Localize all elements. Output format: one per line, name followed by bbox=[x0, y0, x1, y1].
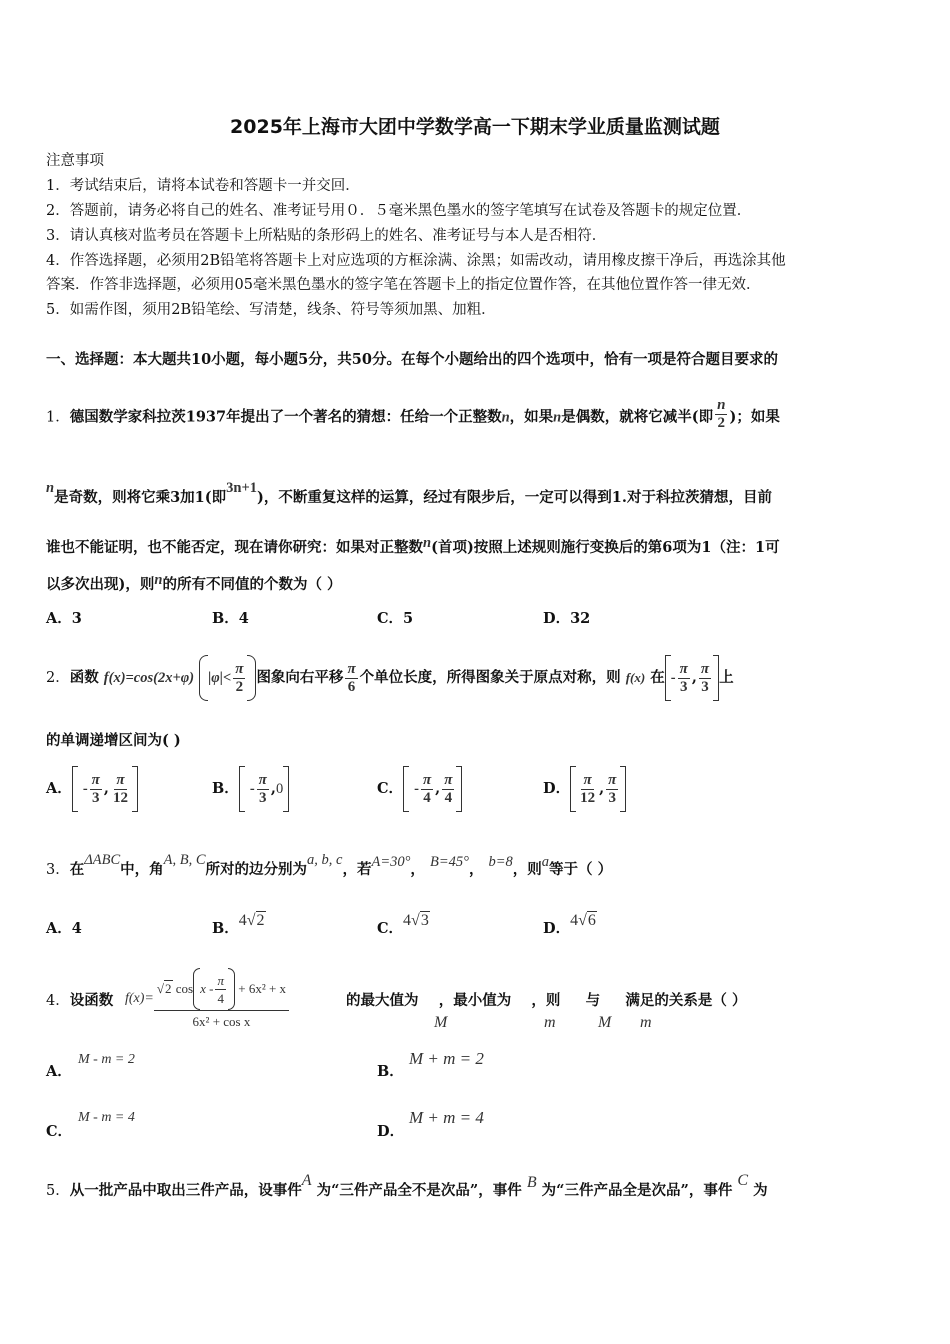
notice-item: 3．请认真核对监考员在答题卡上所粘贴的条形码上的姓名、准考证号与本人是否相符． bbox=[46, 228, 607, 244]
q4-option-d[interactable]: D． bbox=[377, 1123, 405, 1140]
q2-line1: 2．函数 f(x)=cos(2x+φ) |φ|< $\frac{\pi}{2}$ 图象向右平移 $\frac{\pi}{6}$ 个单位长度，所得图象关于原点对称，则 f(x) 在 - $\frac{\pi}{3}$ , $\frac{\pi}{3}$ 上 bbox=[46, 655, 734, 701]
q1-line2: n是奇数，则将它乘3加1(即3n+1)，不断重复这样的运算，经过有限步后，一定可以得到1.对于科拉茨猜想，目前 bbox=[46, 480, 772, 506]
q4-var-m: m bbox=[544, 1014, 556, 1031]
q3-option-d[interactable]: D．4√6 bbox=[543, 912, 596, 937]
q2-option-d[interactable]: D． $\frac{\pi}{12}$ , $\frac{\pi}{3}$ bbox=[543, 766, 626, 812]
section-heading: 一、选择题：本大题共10小题，每小题5分，共50分。在每个小题给出的四个选项中，恰有一项是符合题目要求的 bbox=[46, 351, 778, 368]
q1-option-b[interactable]: B．4 bbox=[212, 610, 249, 627]
q1-line3: 谁也不能证明，也不能否定，现在请你研究：如果对正整数n(首项)按照上述规则施行变换后的第6项为1（注：1可 bbox=[46, 535, 780, 556]
q4-var-M: M bbox=[598, 1014, 612, 1031]
q4-option-a-expr: M - m = 2 bbox=[78, 1052, 135, 1067]
q4-option-d-expr: M + m = 4 bbox=[409, 1108, 484, 1127]
q3-line1: 3．在ΔABC中，角A, B, C所对的边分别为a, b, c，若A=30°， B=45°， b=8，则a等于（ ） bbox=[46, 852, 613, 878]
q5-line1: 5．从一批产品中取出三件产品，设事件A 为“三件产品全不是次品”，事件 B 为“三件产品全是次品”，事件 C 为 bbox=[46, 1172, 768, 1199]
q2-option-a[interactable]: A． - $\frac{\pi}{3}$ , $\frac{\pi}{12}$ bbox=[46, 766, 138, 812]
notice-item: 4．作答选择题，必须用2B铅笔将答题卡上对应选项的方框涂满、涂黑；如需改动，请用橡皮擦干净后，再选涂其他 bbox=[46, 253, 786, 269]
q4-option-c-expr: M - m = 4 bbox=[78, 1110, 135, 1125]
notice-item: 2．答题前，请务必将自己的姓名、准考证号用０．５毫米黑色墨水的签字笔填写在试卷及答题卡的规定位置． bbox=[46, 203, 752, 219]
q3-option-c[interactable]: C．4√3 bbox=[377, 912, 429, 937]
q3-option-a[interactable]: A．4 bbox=[46, 920, 82, 937]
q4-var-m: m bbox=[640, 1014, 652, 1031]
notice-item: 5．如需作图，须用2B铅笔绘、写清楚，线条、符号等须加黑、加粗． bbox=[46, 302, 496, 318]
q4-option-b-expr: M + m = 2 bbox=[409, 1049, 484, 1068]
q1-line4: 以多次出现)，则n的所有不同值的个数为（ ） bbox=[46, 572, 342, 593]
notice-heading: 注意事项 bbox=[46, 153, 104, 169]
q4-line1-tail: 的最大值为 ，最小值为 ，则 与 满足的关系是（ ） bbox=[346, 992, 747, 1009]
q4-line1: 4．设函数 bbox=[46, 992, 114, 1009]
q3-option-b[interactable]: B．4√2 bbox=[212, 912, 265, 937]
q1-option-c[interactable]: C．5 bbox=[377, 610, 414, 627]
q2-option-c[interactable]: C． - $\frac{\pi}{4}$ , $\frac{\pi}{4}$ bbox=[377, 766, 462, 812]
notice-item: 1．考试结束后，请将本试卷和答题卡一并交回． bbox=[46, 178, 360, 194]
q4-option-c[interactable]: C． bbox=[46, 1123, 73, 1140]
q4-function: f(x)= √2 cos x - $\frac{\pi}{4}$ + 6x² + x 6x² + cos x bbox=[125, 968, 289, 1030]
q2-option-b[interactable]: B． - $\frac{\pi}{3}$ ,0 bbox=[212, 766, 289, 812]
q1-option-a[interactable]: A．3 bbox=[46, 610, 82, 627]
q1-line1: 1．德国数学家科拉茨1937年提出了一个著名的猜想：任给一个正整数n，如果n是偶数，就将它减半(即 $\frac{n}{2}$ )；如果 bbox=[46, 397, 780, 431]
notice-item: 答案．作答非选择题，必须用05毫米黑色墨水的签字笔在答题卡上的指定位置作答，在其他位置作答一律无效． bbox=[46, 277, 761, 293]
q4-option-a[interactable]: A． bbox=[46, 1063, 72, 1080]
q1-option-d[interactable]: D．32 bbox=[543, 610, 591, 627]
q4-option-b[interactable]: B． bbox=[377, 1063, 404, 1080]
q2-line2: 的单调递增区间为( ) bbox=[46, 732, 181, 749]
page-title: 2025年上海市大团中学数学高一下期末学业质量监测试题 bbox=[230, 116, 720, 138]
q4-var-M: M bbox=[434, 1014, 448, 1031]
